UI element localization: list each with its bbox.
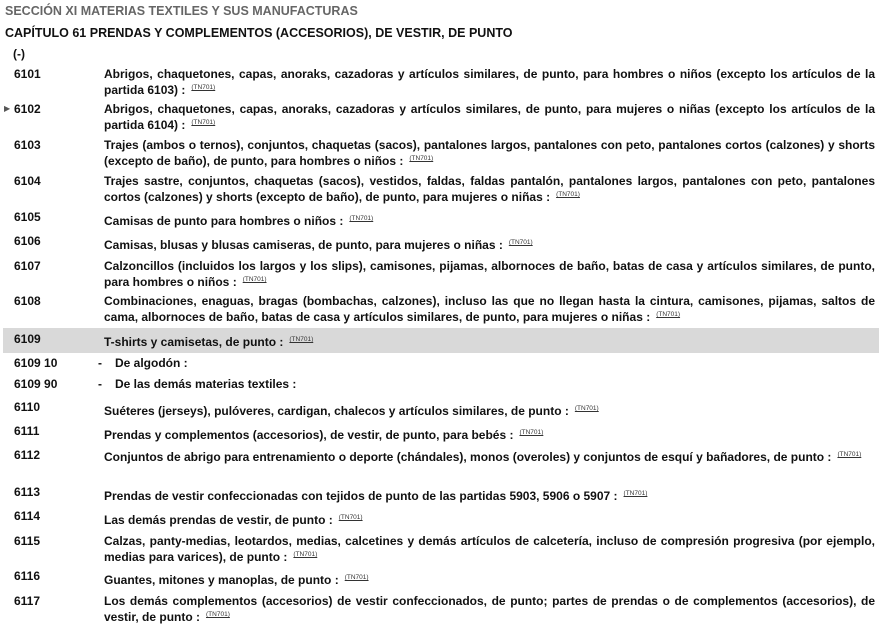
note-link[interactable]: (TN701) [191, 84, 216, 91]
heading-row-6117[interactable] [0, 594, 886, 622]
indent-dash: - [98, 377, 102, 391]
heading-code: 6116 [14, 569, 41, 583]
note-link[interactable]: (TN701) [293, 551, 318, 558]
heading-code: 6102 [14, 102, 41, 116]
heading-description: Abrigos, chaquetones, capas, anoraks, cazadoras y artículos similares, de punto, para hombres o niños (excepto los artículos de la partida 6103) : $^{(TN701)}$ [104, 67, 875, 97]
note-link[interactable]: (TN701) [519, 429, 544, 436]
subheading-code: 6109 90 [14, 377, 58, 391]
note-link[interactable]: (TN701) [508, 239, 533, 246]
heading-description: Calzas, panty-medias, leotardos, medias, calcetines y demás artículos de calcetería, incluso de compresión progresiva (por ejemplo, medias para varices), de punto : $^{(TN701)}$ [104, 534, 875, 564]
heading-code: 6107 [14, 259, 41, 273]
heading-code: 6109 [14, 332, 41, 346]
subheading-row-6109-90[interactable] [0, 377, 886, 393]
heading-code: 6103 [14, 138, 41, 152]
section-title: SECCIÓN XI MATERIAS TEXTILES Y SUS MANUFACTURAS [5, 4, 358, 18]
heading-description: Trajes sastre, conjuntos, chaquetas (sacos), vestidos, faldas, faldas pantalón, pantalones largos, pantalones con peto, pantalones cortos (calzones) y shorts (excepto de baño), de punto, para mujeres o niñas : $^{(TN701)}$ [104, 174, 875, 204]
expand-arrow-icon[interactable]: ▶ [4, 104, 11, 113]
heading-code: 6117 [14, 594, 41, 608]
heading-row-6115[interactable] [0, 534, 886, 562]
heading-description: Conjuntos de abrigo para entrenamiento o deporte (chándales), monos (overoles) y conjuntos de esquí y bañadores, de punto : $^{(TN701)}$ [104, 450, 862, 464]
indent-dash: - [98, 356, 102, 370]
heading-description: Combinaciones, enaguas, bragas (bombachas, calzones), incluso las que no llegan hasta la cintura, camisones, pijamas, saltos de cama, albornoces de baño, batas de casa y artículos similares, de punto, para mujeres o niñas : $^{(TN701)}$ [104, 294, 875, 324]
heading-description: Prendas de vestir confeccionadas con tejidos de punto de las partidas 5903, 5906 o 5907 : $^{(TN701)}$ [104, 489, 648, 503]
heading-row-6102[interactable] [0, 102, 886, 130]
heading-code: 6114 [14, 509, 41, 523]
heading-code: 6101 [14, 67, 41, 81]
heading-code: 6105 [14, 210, 41, 224]
heading-row-6113[interactable] [0, 485, 886, 501]
subheading-code: 6109 10 [14, 356, 58, 370]
heading-row-6112[interactable] [0, 448, 886, 476]
heading-row-6114[interactable] [0, 509, 886, 525]
note-link[interactable]: (TN701) [574, 405, 599, 412]
heading-description: Guantes, mitones y manoplas, de punto : $^{(TN701)}$ [104, 573, 369, 587]
heading-row-6106[interactable] [0, 234, 886, 250]
heading-row-6103[interactable] [0, 138, 886, 166]
note-link[interactable]: (TN701) [623, 490, 648, 497]
heading-code: 6112 [14, 448, 41, 462]
heading-row-6104[interactable] [0, 174, 886, 202]
heading-code: 6104 [14, 174, 41, 188]
heading-description: Calzoncillos (incluidos los largos y los slips), camisones, pijamas, albornoces de baño, batas de casa y artículos similares, de punto, para hombres o niños : $^{(TN701)}$ [104, 259, 875, 289]
heading-code: 6110 [14, 400, 41, 414]
heading-code: 6113 [14, 485, 41, 499]
collapse-toggle[interactable]: (-) [13, 47, 25, 61]
note-link[interactable]: (TN701) [556, 191, 580, 198]
note-link[interactable]: (TN701) [656, 311, 681, 318]
note-link[interactable]: (TN701) [242, 276, 267, 283]
heading-code: 6115 [14, 534, 41, 548]
heading-code: 6108 [14, 294, 41, 308]
heading-row-6105[interactable] [0, 210, 886, 226]
note-link[interactable]: (TN701) [289, 336, 314, 343]
heading-description: Los demás complementos (accesorios) de vestir confeccionados, de punto; partes de prendas o de complementos (accesorios), de vestir, de punto : $^{(TN701)}$ [104, 594, 875, 624]
note-link[interactable]: (TN701) [344, 574, 369, 581]
heading-row-6111[interactable] [0, 424, 886, 440]
note-link[interactable]: (TN701) [837, 451, 862, 458]
note-link[interactable]: (TN701) [409, 155, 434, 162]
heading-description: Las demás prendas de vestir, de punto : $^{(TN701)}$ [104, 513, 363, 527]
heading-row-6110[interactable] [0, 400, 886, 416]
note-link[interactable]: (TN701) [349, 215, 374, 222]
heading-description: Suéteres (jerseys), pulóveres, cardigan, chalecos y artículos similares, de punto : $^{(TN701)}$ [104, 404, 599, 418]
heading-row-6109-selected[interactable] [3, 328, 879, 353]
heading-description: Abrigos, chaquetones, capas, anoraks, cazadoras y artículos similares, de punto, para mujeres o niñas (excepto los artículos de la partida 6104) : $^{(TN701)}$ [104, 102, 875, 132]
note-link[interactable]: (TN701) [206, 611, 230, 618]
heading-description: Prendas y complementos (accesorios), de vestir, de punto, para bebés : $^{(TN701)}$ [104, 428, 544, 442]
chapter-title: CAPÍTULO 61 PRENDAS Y COMPLEMENTOS (ACCESORIOS), DE VESTIR, DE PUNTO [5, 26, 513, 40]
heading-row-6107[interactable] [0, 259, 886, 287]
heading-row-6101[interactable] [0, 67, 886, 95]
heading-description: Trajes (ambos o ternos), conjuntos, chaquetas (sacos), pantalones largos, pantalones con peto, pantalones cortos (calzones) y shorts (excepto de baño), de punto, para hombres o niños : $^{(TN701)}$ [104, 138, 875, 168]
heading-row-6108[interactable] [0, 294, 886, 322]
heading-code: 6111 [14, 424, 40, 438]
heading-description: Camisas de punto para hombres o niños : $^{(TN701)}$ [104, 214, 374, 228]
heading-description: T-shirts y camisetas, de punto : $^{(TN701)}$ [104, 335, 314, 349]
subheading-row-6109-10[interactable] [0, 356, 886, 372]
subheading-description: De las demás materias textiles : [115, 377, 297, 391]
note-link[interactable]: (TN701) [338, 514, 363, 521]
heading-description: Camisas, blusas y blusas camiseras, de punto, para mujeres o niñas : $^{(TN701)}$ [104, 238, 533, 252]
note-link[interactable]: (TN701) [191, 119, 216, 126]
heading-code: 6106 [14, 234, 41, 248]
subheading-description: De algodón : [115, 356, 188, 370]
heading-row-6116[interactable] [0, 569, 886, 585]
